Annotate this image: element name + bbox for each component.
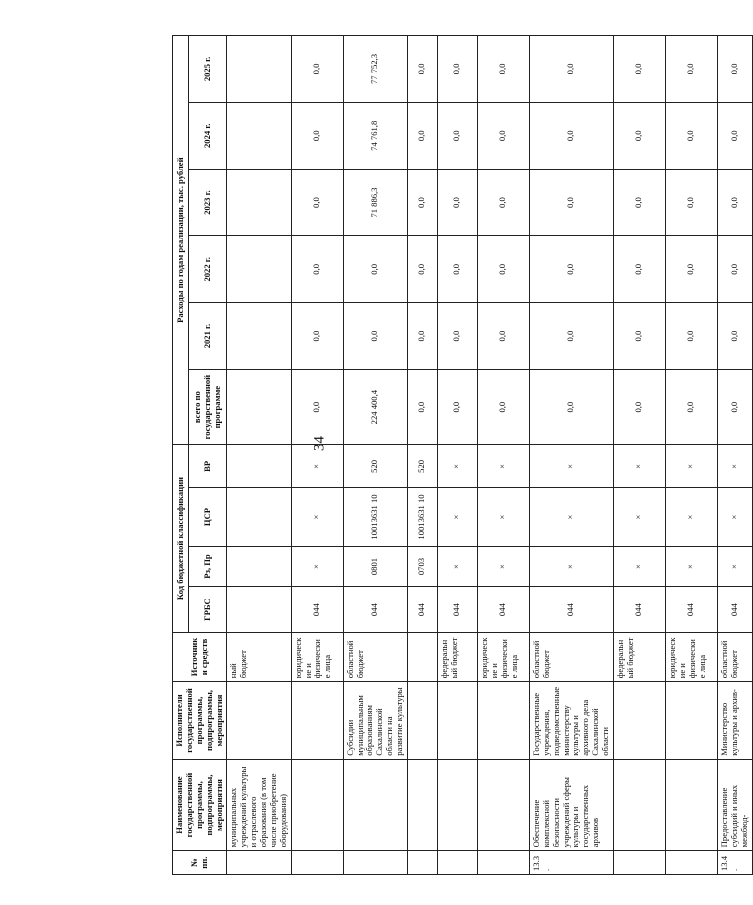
cell-grbs: 044	[437, 587, 477, 632]
cell-vr: ×	[437, 445, 477, 488]
cell-y2024: 0,0	[613, 102, 665, 169]
cell-y2023: 0,0	[529, 169, 613, 236]
cell-vr: ×	[665, 445, 717, 488]
cell-executor	[665, 682, 717, 760]
cell-total: 0,0	[613, 369, 665, 444]
cell-grbs	[227, 587, 291, 632]
cell-executor: Субсидии муниципальным образованиям Сахалинской области на развитие культуры	[343, 682, 407, 760]
cell-no	[477, 851, 529, 875]
cell-grbs: 044	[613, 587, 665, 632]
cell-grbs: 044	[407, 587, 437, 632]
cell-y2024: 74 761,8	[343, 102, 407, 169]
cell-source: ный бюджет	[227, 632, 291, 682]
cell-name	[477, 759, 529, 851]
header-2022: 2022 г.	[189, 236, 227, 303]
cell-rz: ×	[477, 546, 529, 587]
cell-executor	[477, 682, 529, 760]
table-row	[343, 36, 407, 875]
cell-grbs: 044	[291, 587, 343, 632]
cell-grbs: 044	[343, 587, 407, 632]
header-2021: 2021 г.	[189, 303, 227, 370]
cell-y2022: 0,0	[437, 236, 477, 303]
cell-no	[437, 851, 477, 875]
cell-y2021: 0,0	[529, 303, 613, 370]
cell-no	[227, 851, 291, 875]
cell-y2023	[227, 169, 291, 236]
cell-name: Обеспечение комплексной безопасности учреждений сферы культуры и государственных архивов	[529, 759, 613, 851]
header-executor: Исполнители государственной программы, подпрограммы, мероприятия	[173, 682, 227, 760]
cell-y2024: 0,0	[437, 102, 477, 169]
cell-source: юридические и физические лица	[477, 632, 529, 682]
cell-csr: ×	[291, 488, 343, 546]
table-row	[665, 36, 717, 875]
cell-total	[227, 369, 291, 444]
cell-name	[407, 759, 437, 851]
cell-csr: ×	[717, 488, 752, 546]
cell-y2023: 0,0	[613, 169, 665, 236]
rotated-sheet	[172, 35, 749, 875]
header-rzpr: Рз, Пр	[189, 546, 227, 587]
cell-y2021: 0,0	[717, 303, 752, 370]
header-expenses: Расходы по годам реализации, тыс. рублей	[173, 36, 189, 445]
cell-source: федеральный бюджет	[437, 632, 477, 682]
cell-executor	[227, 682, 291, 760]
cell-vr: ×	[477, 445, 529, 488]
cell-name	[665, 759, 717, 851]
cell-csr: ×	[665, 488, 717, 546]
cell-y2025: 0,0	[477, 36, 529, 103]
cell-y2022: 0,0	[291, 236, 343, 303]
cell-y2021	[227, 303, 291, 370]
header-2023: 2023 г.	[189, 169, 227, 236]
cell-y2021: 0,0	[665, 303, 717, 370]
cell-vr	[227, 445, 291, 488]
header-grbs: ГРБС	[189, 587, 227, 632]
cell-grbs: 044	[717, 587, 752, 632]
cell-y2025: 0,0	[407, 36, 437, 103]
cell-source: областной бюджет	[529, 632, 613, 682]
cell-executor	[437, 682, 477, 760]
cell-rz: ×	[613, 546, 665, 587]
cell-y2024	[227, 102, 291, 169]
cell-vr: 520	[407, 445, 437, 488]
header-total: всего по государственной программе	[189, 369, 227, 444]
cell-y2022: 0,0	[477, 236, 529, 303]
cell-y2022: 0,0	[343, 236, 407, 303]
cell-y2023: 0,0	[477, 169, 529, 236]
page-number: 34	[311, 436, 328, 451]
cell-source: областной бюджет	[343, 632, 407, 682]
cell-no	[407, 851, 437, 875]
cell-vr: 520	[343, 445, 407, 488]
header-no: № пп.	[173, 851, 227, 875]
cell-y2024: 0,0	[291, 102, 343, 169]
cell-source	[407, 632, 437, 682]
cell-csr: ×	[613, 488, 665, 546]
cell-no: 13.3.	[529, 851, 613, 875]
cell-executor	[613, 682, 665, 760]
cell-name: Предоставление субсидий и иных межбюд-	[717, 759, 752, 851]
cell-no	[343, 851, 407, 875]
cell-y2025: 0,0	[717, 36, 752, 103]
cell-y2025	[227, 36, 291, 103]
cell-y2025: 0,0	[529, 36, 613, 103]
cell-executor: Министерство культуры и архив-	[717, 682, 752, 760]
header-name: Наименование государственной программы, подпрограммы, мероприятия	[173, 759, 227, 851]
cell-y2023: 0,0	[407, 169, 437, 236]
cell-source: областной бюджет	[717, 632, 752, 682]
cell-csr: ×	[437, 488, 477, 546]
cell-rz	[227, 546, 291, 587]
cell-vr: ×	[613, 445, 665, 488]
cell-y2024: 0,0	[665, 102, 717, 169]
cell-no	[665, 851, 717, 875]
cell-y2023: 0,0	[717, 169, 752, 236]
cell-y2021: 0,0	[613, 303, 665, 370]
header-source: Источники средств	[173, 632, 227, 682]
cell-executor	[291, 682, 343, 760]
table-row	[437, 36, 477, 875]
cell-y2023: 0,0	[665, 169, 717, 236]
header-2025: 2025 г.	[189, 36, 227, 103]
cell-y2022	[227, 236, 291, 303]
cell-total: 0,0	[407, 369, 437, 444]
cell-no: 13.4.	[717, 851, 752, 875]
cell-y2022: 0,0	[407, 236, 437, 303]
cell-name: муниципальных учреждений культуры и отраслевого образования (в том числе приобретение оборудования)	[227, 759, 291, 851]
cell-name	[437, 759, 477, 851]
cell-y2025: 0,0	[613, 36, 665, 103]
cell-y2021: 0,0	[407, 303, 437, 370]
cell-total: 0,0	[665, 369, 717, 444]
cell-name	[343, 759, 407, 851]
cell-y2022: 0,0	[665, 236, 717, 303]
header-budget-code: Код бюджетной классификации	[173, 445, 189, 632]
table-row	[477, 36, 529, 875]
cell-source: юридические и физические лица	[665, 632, 717, 682]
table-row	[291, 36, 343, 875]
cell-y2024: 0,0	[477, 102, 529, 169]
cell-total: 0,0	[291, 369, 343, 444]
header-vr: ВР	[189, 445, 227, 488]
cell-no	[291, 851, 343, 875]
table-row	[407, 36, 437, 875]
cell-rz: ×	[291, 546, 343, 587]
cell-total: 0,0	[437, 369, 477, 444]
cell-y2023: 71 886,3	[343, 169, 407, 236]
cell-y2022: 0,0	[717, 236, 752, 303]
cell-total: 0,0	[529, 369, 613, 444]
cell-csr: 10013631 10	[343, 488, 407, 546]
cell-vr: ×	[529, 445, 613, 488]
table-body	[227, 36, 752, 875]
cell-y2023: 0,0	[291, 169, 343, 236]
cell-rz: 0703	[407, 546, 437, 587]
cell-no	[613, 851, 665, 875]
cell-y2021: 0,0	[437, 303, 477, 370]
cell-y2024: 0,0	[717, 102, 752, 169]
cell-y2025: 0,0	[291, 36, 343, 103]
cell-total: 224 400,4	[343, 369, 407, 444]
header-csr: ЦСР	[189, 488, 227, 546]
cell-total: 0,0	[477, 369, 529, 444]
cell-executor	[407, 682, 437, 760]
table-row	[529, 36, 613, 875]
cell-rz: 0801	[343, 546, 407, 587]
cell-name	[291, 759, 343, 851]
cell-y2024: 0,0	[407, 102, 437, 169]
cell-csr: 10013631 10	[407, 488, 437, 546]
cell-y2023: 0,0	[437, 169, 477, 236]
cell-rz: ×	[665, 546, 717, 587]
table-row	[227, 36, 291, 875]
header-2024: 2024 г.	[189, 102, 227, 169]
cell-y2025: 0,0	[665, 36, 717, 103]
cell-y2021: 0,0	[343, 303, 407, 370]
cell-name	[613, 759, 665, 851]
cell-csr: ×	[477, 488, 529, 546]
cell-y2021: 0,0	[291, 303, 343, 370]
budget-table	[172, 35, 753, 875]
cell-vr: ×	[717, 445, 752, 488]
cell-y2021: 0,0	[477, 303, 529, 370]
cell-rz: ×	[529, 546, 613, 587]
cell-executor: Государственные учреждения, подведомственные министерству культуры и архивного дела Сахалинской области	[529, 682, 613, 760]
cell-y2025: 0,0	[437, 36, 477, 103]
cell-grbs: 044	[477, 587, 529, 632]
cell-vr: ×	[291, 445, 343, 488]
cell-y2025: 77 752,3	[343, 36, 407, 103]
cell-total: 0,0	[717, 369, 752, 444]
cell-csr	[227, 488, 291, 546]
cell-grbs: 044	[529, 587, 613, 632]
cell-rz: ×	[437, 546, 477, 587]
cell-source: юридические и физические лица	[291, 632, 343, 682]
table-row	[613, 36, 665, 875]
cell-y2022: 0,0	[613, 236, 665, 303]
table-row	[717, 36, 752, 875]
cell-csr: ×	[529, 488, 613, 546]
cell-grbs: 044	[665, 587, 717, 632]
cell-y2024: 0,0	[529, 102, 613, 169]
cell-rz: ×	[717, 546, 752, 587]
cell-y2022: 0,0	[529, 236, 613, 303]
cell-source: федеральный бюджет	[613, 632, 665, 682]
